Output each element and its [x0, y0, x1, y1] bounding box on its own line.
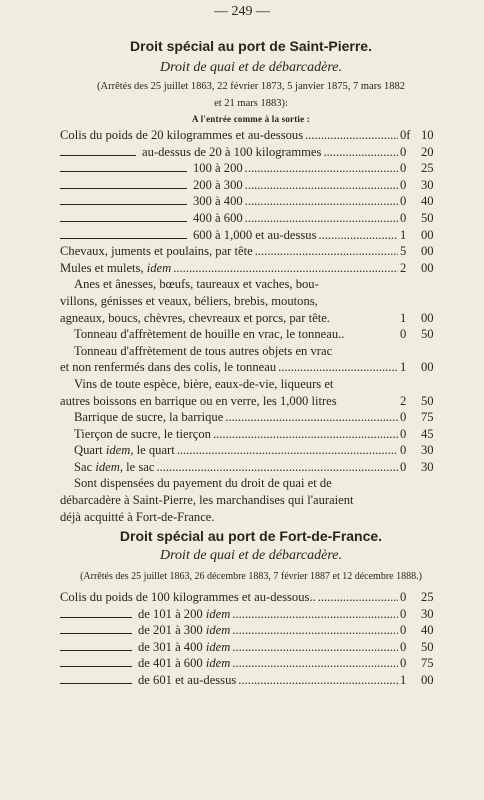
dash-line	[60, 617, 132, 618]
tariff-label: 300 à 400	[193, 194, 243, 209]
francs: 0	[400, 590, 407, 604]
tariff-amount	[400, 193, 442, 210]
section-title: Droit spécial au port de Saint-Pierre.	[130, 38, 372, 54]
tariff-amount	[400, 310, 442, 327]
dash-line	[60, 650, 132, 651]
tariff-label: Barrique de sucre, la barrique	[74, 410, 224, 425]
dash-line	[60, 188, 187, 189]
tonneau-paragraph	[60, 343, 442, 360]
tariff-amount	[400, 393, 442, 410]
tariff-row	[60, 210, 442, 227]
tariff-amount	[400, 127, 442, 144]
tariff-amount	[400, 177, 442, 194]
text-line: Sont dispensées du payement du droit de quai et de	[74, 476, 332, 491]
leader-dots	[245, 193, 398, 210]
leader-dots	[245, 177, 398, 194]
centimes: 00	[421, 310, 434, 325]
tariff-label-italic: idem	[205, 639, 231, 654]
tariff-amount	[400, 260, 442, 277]
text-line: villons, génisses et veaux, béliers, brebis, moutons,	[60, 293, 318, 308]
dash-line	[60, 238, 187, 239]
tariff-label: Chevaux, juments et poulains, par tête	[60, 244, 253, 259]
francs: 1	[400, 360, 407, 375]
tariff-amount	[400, 655, 442, 672]
dash-line	[60, 221, 187, 222]
tariff-label: de 401 à 600 idem	[138, 656, 231, 671]
tariff-list-sugar	[60, 409, 442, 475]
decree-note: (Arrêtés des 25 juillet 1863, 22 février 1873, 5 janvier 1875, 7 mars 1882	[97, 81, 405, 92]
francs: 0f	[400, 128, 411, 142]
tariff-row	[60, 426, 442, 443]
tariff-amount	[400, 243, 442, 260]
leader-dots	[318, 589, 398, 606]
tariff-amount	[400, 409, 442, 426]
tariff-label: 400 à 600	[193, 210, 243, 225]
leader-dots	[213, 426, 398, 443]
tariff-row	[60, 127, 442, 144]
wine-paragraph	[60, 376, 442, 409]
francs: 0	[400, 606, 407, 621]
centimes: 25	[421, 161, 434, 176]
centimes: 00	[421, 244, 434, 259]
section-subtitle: Droit de quai et de débarcadère.	[160, 548, 342, 563]
exemption-paragraph	[60, 475, 442, 525]
tariff-amount	[400, 210, 442, 227]
decree-note: (Arrêtés des 25 juillet 1863, 26 décembre 1883, 7 février 1887 et 12 décembre 1888.)	[80, 571, 422, 582]
decree-note-cont: et 21 mars 1883):	[214, 98, 288, 109]
tariff-row	[60, 193, 442, 210]
tariff-label: de 301 à 400 idem	[138, 639, 231, 654]
tariff-row	[60, 459, 442, 476]
tariff-label: Quart idem, le quart	[74, 443, 175, 458]
tariff-label: de 601 et au-dessus	[138, 672, 237, 687]
centimes: 40	[421, 194, 434, 209]
tariff-label-italic: idem	[205, 606, 231, 621]
tariff-amount	[400, 442, 442, 459]
tariff-label-italic: idem	[146, 260, 172, 275]
tariff-row	[60, 606, 442, 623]
leader-dots	[245, 160, 398, 177]
tariff-row	[60, 260, 442, 277]
dash-line	[60, 633, 132, 634]
tariff-list	[60, 127, 442, 276]
tariff-row	[60, 310, 442, 327]
leader-dots	[318, 227, 398, 244]
francs: 0	[400, 656, 407, 671]
leader-dots	[232, 655, 398, 672]
francs: 0	[400, 144, 407, 159]
tariff-row	[60, 326, 442, 343]
leader-dots	[232, 639, 398, 656]
tariff-row	[60, 639, 442, 656]
francs: 1	[400, 310, 407, 325]
centimes: 50	[421, 393, 434, 408]
tariff-amount	[400, 426, 442, 443]
centimes: 75	[421, 656, 434, 671]
tariff-label-italic: idem	[205, 623, 231, 638]
tariff-label: Mules et mulets, idem	[60, 260, 172, 275]
francs: 2	[400, 260, 407, 275]
tariff-row	[60, 409, 442, 426]
dash-line	[60, 204, 187, 205]
centimes: 30	[421, 606, 434, 621]
centimes: 00	[421, 227, 434, 242]
leader-dots	[245, 210, 398, 227]
tariff-list	[60, 589, 442, 689]
centimes: 25	[421, 590, 434, 604]
centimes: 50	[421, 327, 434, 342]
francs: 0	[400, 194, 407, 209]
centimes: 10	[421, 128, 434, 142]
tariff-label: Colis du poids de 100 kilogrammes et au-dessous..	[60, 590, 316, 604]
tariff-label: Colis du poids de 20 kilogrammes et au-dessous	[60, 128, 304, 142]
text-line: débarcadère à Saint-Pierre, les marchandises qui l'auraient	[60, 493, 354, 508]
leader-dots	[255, 243, 398, 260]
leader-dots	[177, 442, 398, 459]
dash-line	[60, 683, 132, 684]
tariff-row	[60, 177, 442, 194]
tariff-label: Sac idem, le sac	[74, 459, 155, 474]
tariff-row	[60, 442, 442, 459]
francs: 0	[400, 639, 407, 654]
tariff-row	[60, 359, 442, 376]
tariff-amount	[400, 359, 442, 376]
tariff-label: 100 à 200	[193, 161, 243, 176]
leader-dots	[156, 459, 398, 476]
leader-dots	[232, 622, 398, 639]
tariff-label-italic: idem	[95, 459, 120, 474]
animals-paragraph	[60, 276, 442, 326]
section-title: Droit spécial au port de Fort-de-France.	[119, 528, 383, 544]
tariff-label: 200 à 300	[193, 177, 243, 192]
centimes: 30	[421, 177, 434, 192]
tariff-label: autres boissons en barrique ou en verre, les 1,000 litres	[60, 393, 337, 408]
leader-dots	[323, 144, 398, 161]
tariff-row	[60, 160, 442, 177]
francs: 0	[400, 459, 407, 474]
section-heading: A l'entrée comme à la sortie :	[192, 114, 310, 124]
francs: 0	[400, 177, 407, 192]
tariff-row	[60, 589, 442, 606]
francs: 0	[400, 327, 407, 342]
francs: 1	[400, 227, 407, 242]
francs: 5	[400, 244, 407, 259]
francs: 1	[400, 672, 407, 687]
francs: 0	[400, 443, 407, 458]
centimes: 00	[421, 360, 434, 375]
francs: 2	[400, 393, 407, 408]
leader-dots	[238, 672, 398, 689]
francs: 0	[400, 410, 407, 425]
tariff-amount	[400, 672, 442, 689]
section-subtitle: Droit de quai et de débarcadère.	[160, 60, 342, 75]
tariff-label: et non renfermés dans des colis, le tonneau	[60, 360, 277, 375]
tariff-label-italic: idem	[105, 443, 131, 458]
tariff-amount	[400, 606, 442, 623]
centimes: 40	[421, 623, 434, 638]
tariff-row	[60, 243, 442, 260]
leader-dots	[278, 359, 398, 376]
tariff-amount	[400, 144, 442, 161]
francs: 0	[400, 623, 407, 638]
centimes: 75	[421, 410, 434, 425]
tariff-amount	[400, 227, 442, 244]
centimes: 30	[421, 443, 434, 458]
text-line: déjà acquitté à Fort-de-France.	[60, 509, 215, 524]
tariff-label: 600 à 1,000 et au-dessus	[193, 227, 317, 242]
tariff-row	[60, 144, 442, 161]
tariff-row	[60, 655, 442, 672]
francs: 0	[400, 161, 407, 176]
tariff-label: de 101 à 200 idem	[138, 606, 231, 621]
leader-dots	[232, 606, 398, 623]
tariff-row	[60, 227, 442, 244]
dash-line	[60, 666, 132, 667]
tariff-amount	[400, 639, 442, 656]
tariff-row	[60, 622, 442, 639]
leader-dots	[173, 260, 398, 277]
tariff-label: agneaux, boucs, chèvres, chevreaux et porcs, par tête.	[60, 310, 330, 325]
tariff-row	[60, 672, 442, 689]
francs: 0	[400, 210, 407, 225]
dash-line	[60, 155, 136, 156]
tariff-amount	[400, 622, 442, 639]
tariff-amount	[400, 589, 442, 606]
tariff-amount	[400, 326, 442, 343]
tariff-amount	[400, 160, 442, 177]
centimes: 50	[421, 639, 434, 654]
tariff-label: au-dessus de 20 à 100 kilogrammes	[142, 144, 322, 159]
text-line: Tonneau d'affrètement de tous autres objets en vrac	[74, 343, 333, 358]
section-saint-pierre	[60, 38, 442, 525]
text-line: Vins de toute espèce, bière, eaux-de-vie, liqueurs et	[74, 376, 334, 391]
tariff-label: Tierçon de sucre, le tierçon	[74, 426, 211, 441]
leader-dots	[225, 409, 398, 426]
leader-dots	[305, 127, 398, 144]
tariff-label: de 201 à 300 idem	[138, 623, 231, 638]
dash-line	[60, 171, 187, 172]
text-line: Anes et ânesses, bœufs, taureaux et vaches, bou-	[74, 277, 319, 292]
centimes: 30	[421, 459, 434, 474]
centimes: 20	[421, 144, 434, 159]
tariff-label: Tonneau d'affrètement de houille en vrac, le tonneau..	[74, 327, 345, 342]
tariff-label-italic: idem	[205, 656, 231, 671]
tariff-amount	[400, 459, 442, 476]
centimes: 00	[421, 672, 434, 687]
tariff-row	[60, 393, 442, 410]
section-fort-de-france	[60, 528, 442, 689]
francs: 0	[400, 426, 407, 441]
centimes: 50	[421, 210, 434, 225]
centimes: 45	[421, 426, 434, 441]
centimes: 00	[421, 260, 434, 275]
page-number: — 249 —	[214, 4, 270, 19]
